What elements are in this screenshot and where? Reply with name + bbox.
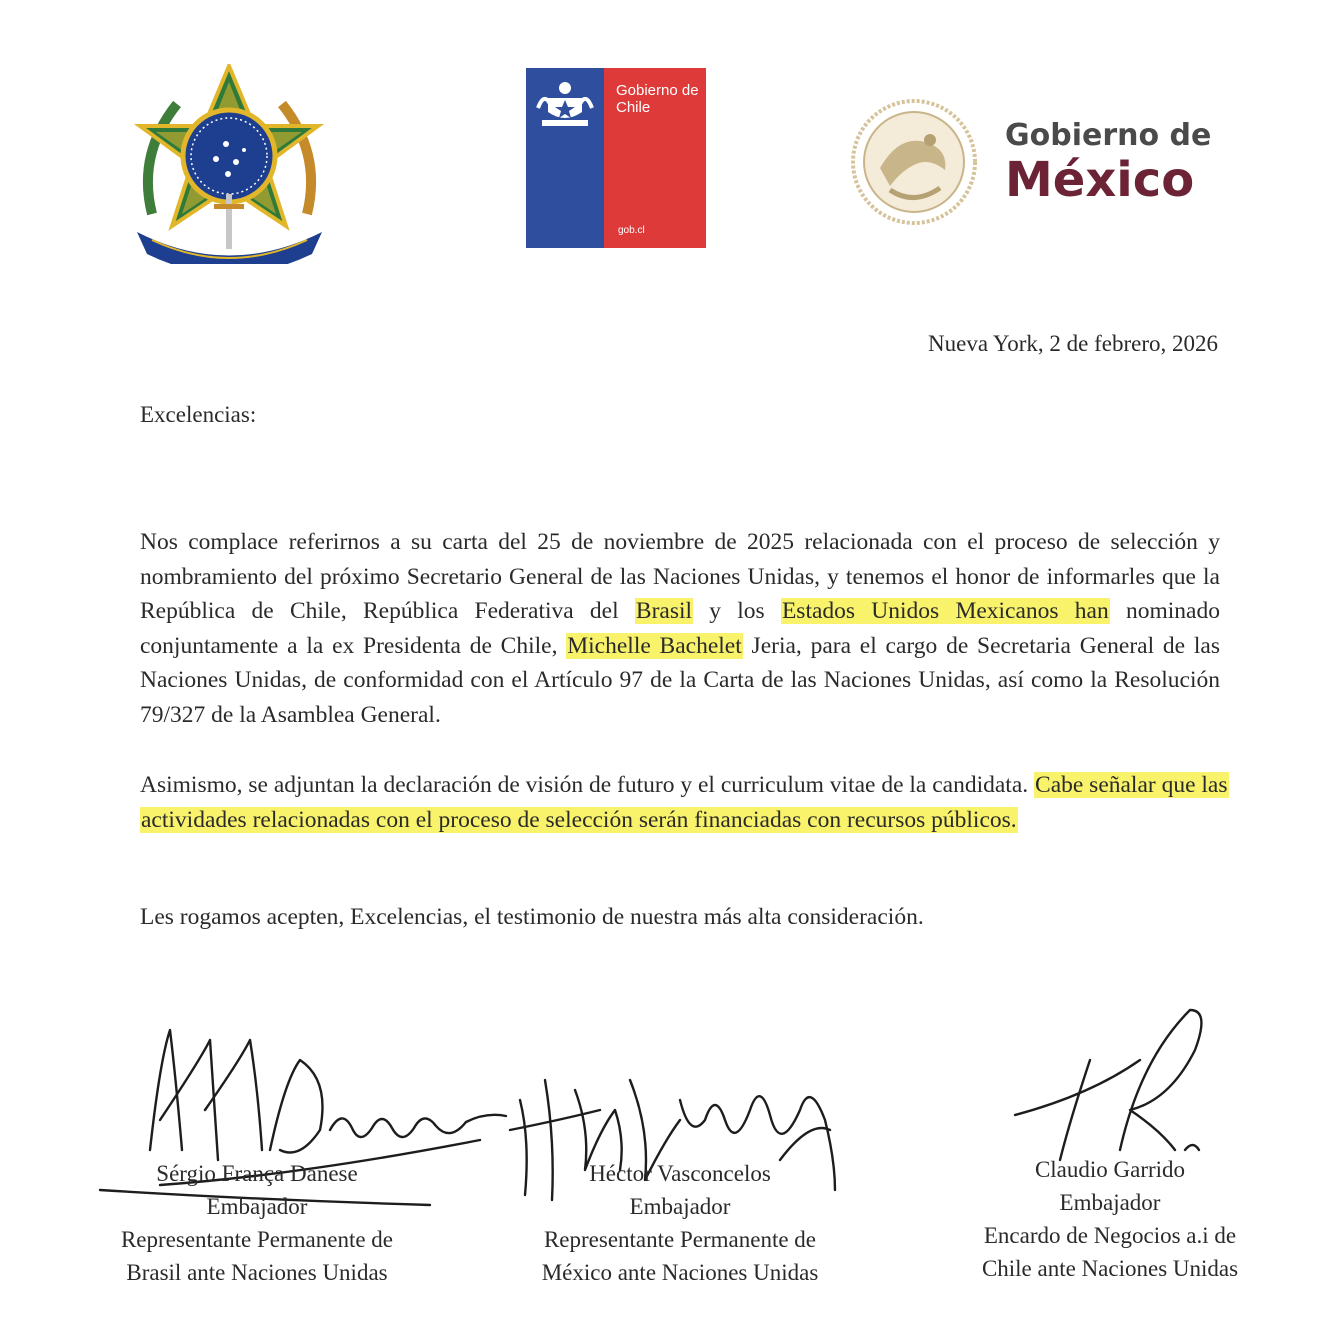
signer-block-chile (915, 1153, 1305, 1285)
brazil-coat-of-arms-icon (132, 64, 327, 264)
signer-role-line1: Encardo de Negocios a.i de (983, 1223, 1237, 1248)
highlight-michelle-bachelet: Michelle Bachelet (567, 632, 742, 659)
mexico-government-wordmark (1005, 118, 1235, 206)
signer-title: Embajador (206, 1194, 308, 1219)
signer-title: Embajador (629, 1194, 731, 1219)
signature-chile (1015, 1010, 1201, 1160)
mexico-seal-icon (850, 98, 978, 226)
highlight-brasil: Brasil (635, 598, 693, 624)
paragraph-attachments (140, 768, 1228, 837)
chile-logo-title: Gobierno de Chile (616, 82, 699, 116)
chile-logo-website: gob.cl (618, 225, 645, 236)
mexico-wordmark-line2: México (1005, 152, 1195, 208)
signer-name: Sérgio França Danese (156, 1161, 358, 1186)
signer-name: Héctor Vasconcelos (589, 1161, 771, 1186)
paragraph-closing: Les rogamos acepten, Excelencias, el testimonio de nuestra más alta consideración. (140, 904, 924, 930)
signer-title: Embajador (1059, 1190, 1161, 1215)
p1-text-3: nominado conjuntamente a la ex Presidenta de Chile, (140, 598, 1220, 659)
signer-role-line1: Representante Permanente de (120, 1227, 394, 1252)
letter-date: Nueva York, 2 de febrero, 2026 (928, 331, 1218, 356)
letter-salutation: Excelencias: (140, 402, 257, 427)
signer-block-brasil (67, 1157, 447, 1289)
highlight-estados-unidos-mexicanos: Estados Unidos Mexicanos han (781, 598, 1109, 624)
paragraph-nomination (140, 525, 1220, 732)
signer-role-line2: Brasil ante Naciones Unidas (126, 1260, 388, 1285)
highlight-recursos-publicos: Cabe señalar que las actividades relacionadas con el proceso de selección serán financiadas con recursos públicos. (141, 772, 1228, 833)
p2-text-1: Asimismo, se adjuntan la declaración de visión de futuro y el curriculum vitae de la candidata. (140, 772, 1035, 798)
p1-text-4: Jeria, para el cargo de Secretaria General de las Naciones Unidas, de conformidad con el Artículo 97 de la Carta de las Naciones Unidas, así como la Resolución 79/327 de la Asamblea General. (140, 632, 1220, 728)
chile-government-logo (526, 68, 706, 248)
p1-text-2: y los (693, 598, 781, 624)
signer-role-line2: México ante Naciones Unidas (541, 1260, 819, 1285)
signer-block-mexico (490, 1157, 870, 1289)
signer-name: Claudio Garrido (1034, 1157, 1186, 1182)
chile-coat-of-arms-icon (534, 78, 596, 130)
mexico-wordmark-line1: Gobierno de (1005, 118, 1212, 153)
signer-role-line2: Chile ante Naciones Unidas (981, 1256, 1239, 1281)
signer-role-line1: Representante Permanente de (543, 1227, 817, 1252)
p1-text-1: Nos complace referirnos a su carta del 25 de noviembre de 2025 relacionada con el proceso de selección y nombramiento del próximo Secretario General de las Naciones Unidas, y tenemos el honor de informarles que la República de Chile, República Federativa del (140, 529, 1220, 624)
